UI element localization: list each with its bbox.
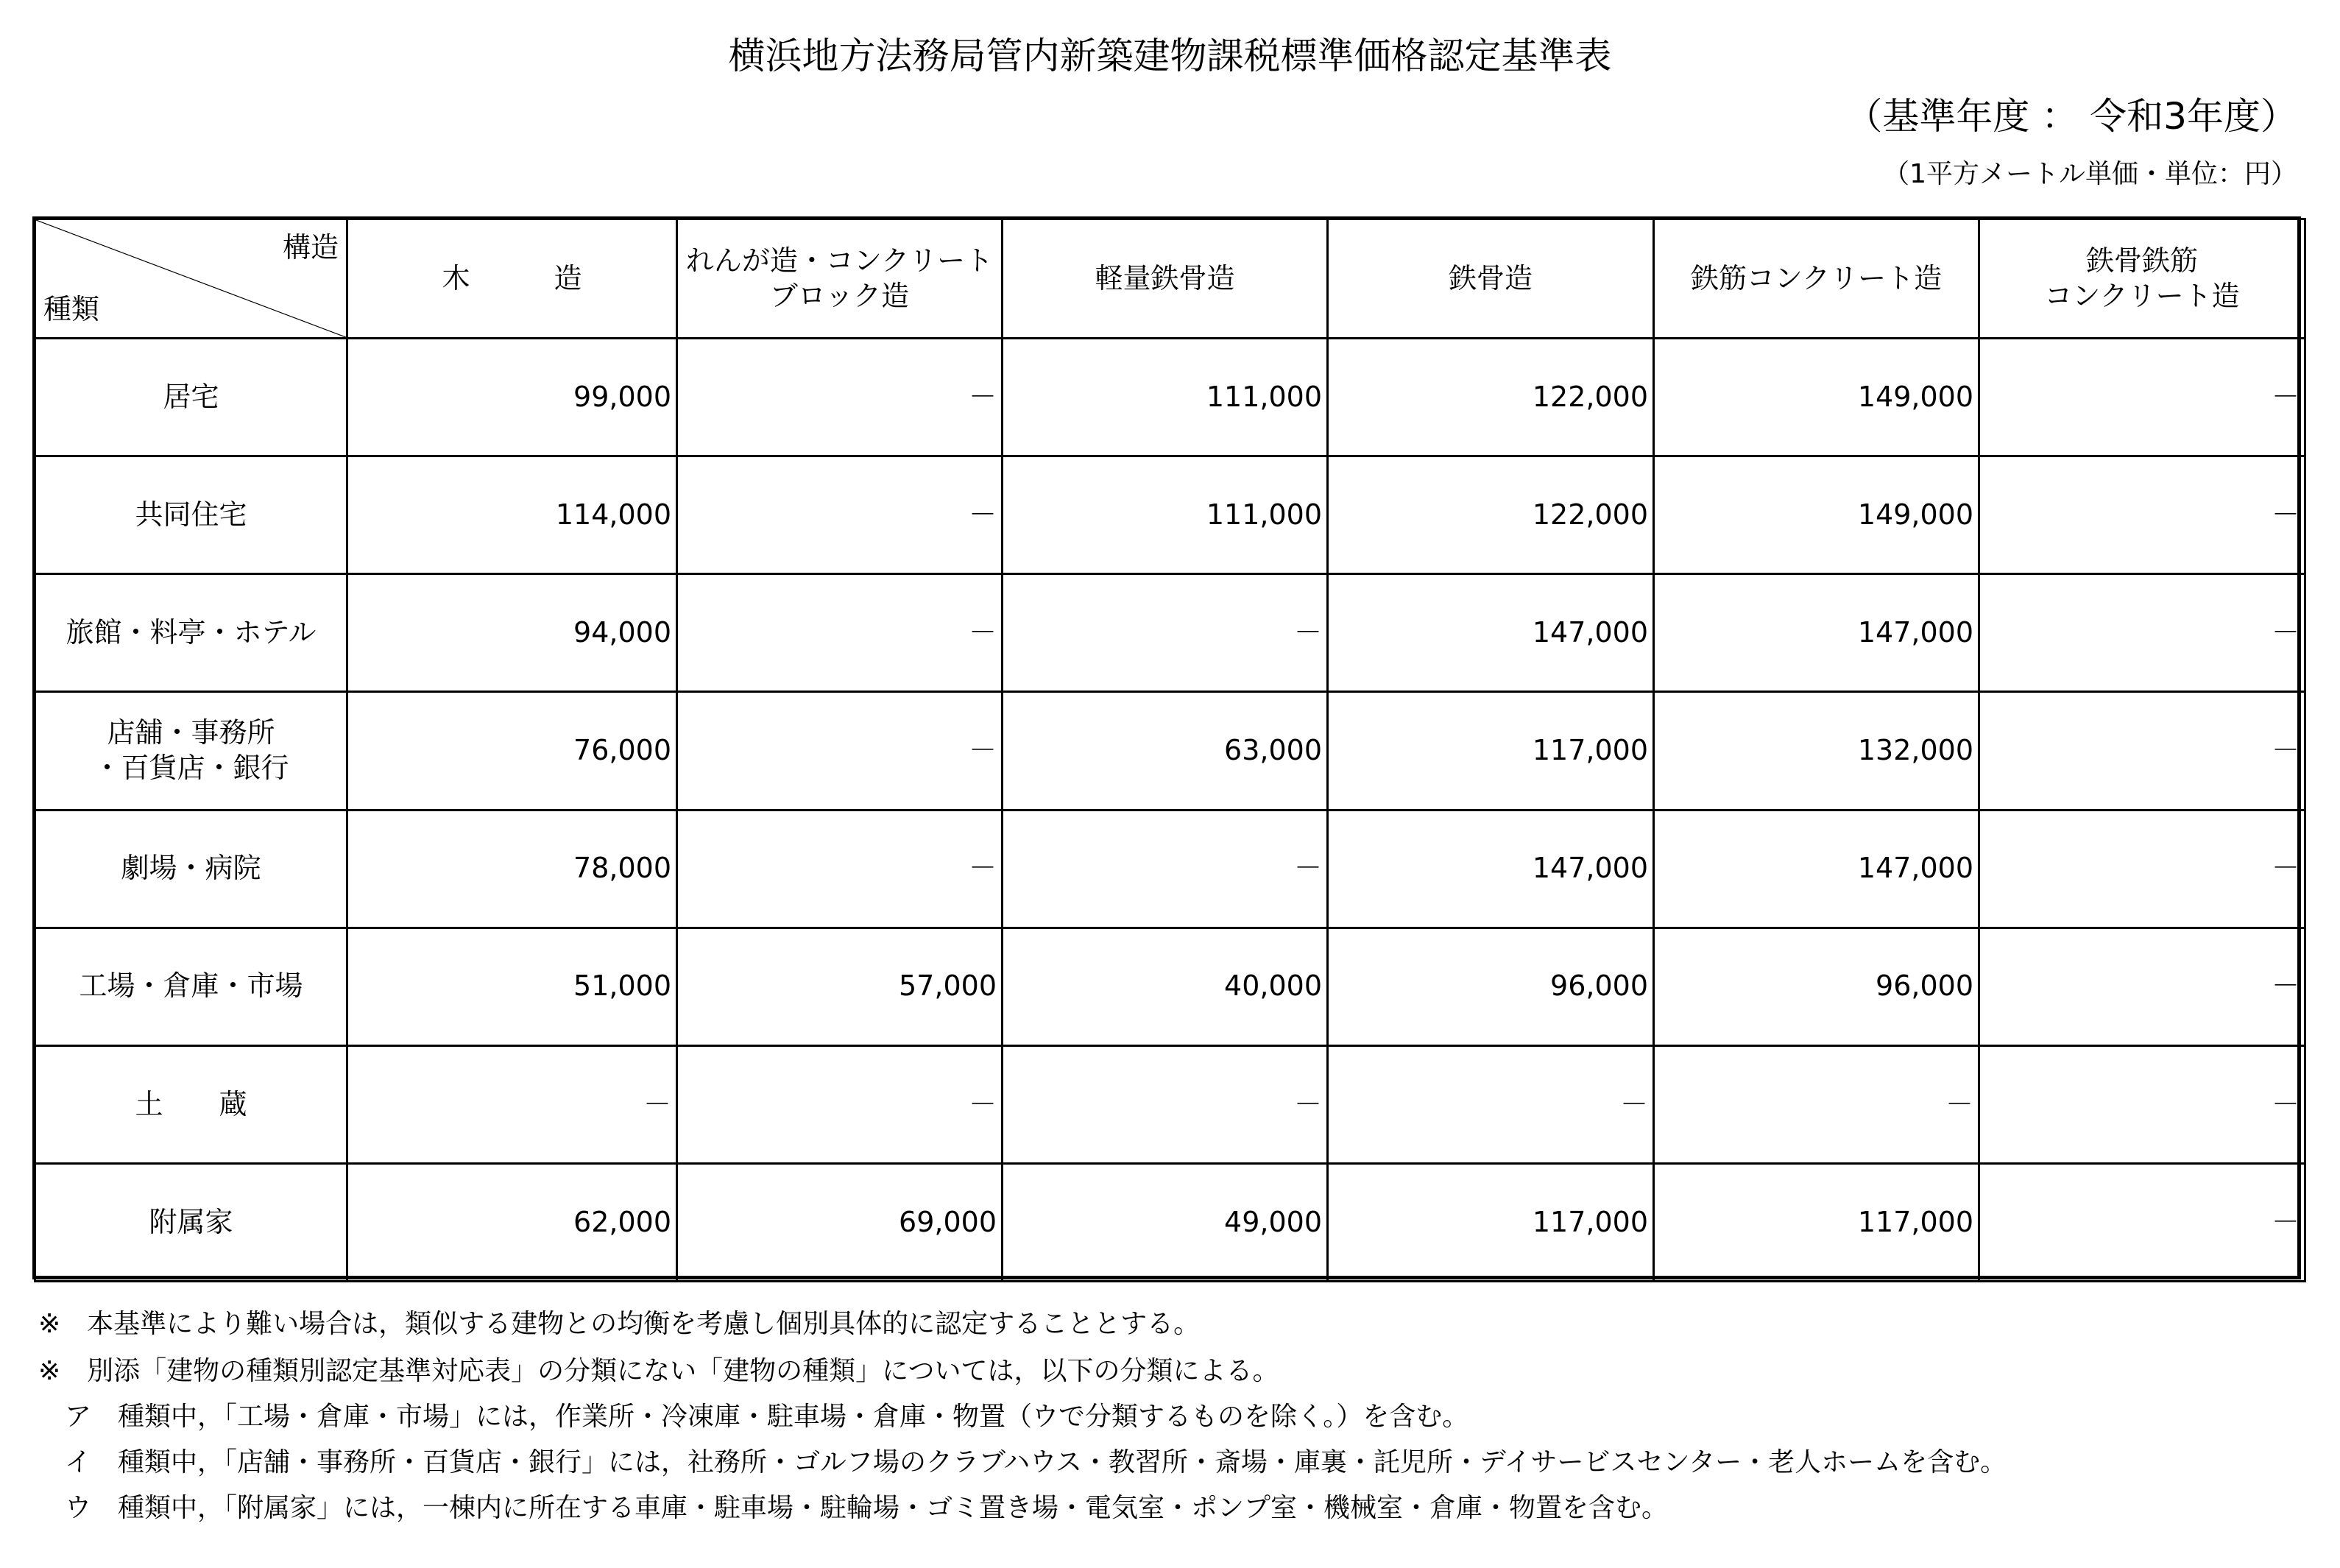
- table-cell: 99,000: [347, 339, 677, 456]
- table-cell: 51,000: [347, 928, 677, 1045]
- row-label-line: 共同住宅: [135, 498, 247, 532]
- row-label-line: 旅館・料亭・ホテル: [66, 616, 317, 649]
- table-cell: 94,000: [347, 574, 677, 692]
- table-cell: 57,000: [677, 928, 1003, 1045]
- table-row: [35, 810, 2305, 928]
- table-cell: 78,000: [347, 810, 677, 928]
- row-label: [35, 339, 347, 456]
- table-cell: －: [347, 1045, 677, 1163]
- col-header-brick: [677, 219, 1003, 339]
- price-table: [34, 218, 2306, 1282]
- table-cell: －: [677, 810, 1003, 928]
- col-header-wood: [347, 219, 677, 339]
- table-cell: 69,000: [677, 1163, 1003, 1281]
- table-cell: 117,000: [1654, 1163, 1979, 1281]
- table-cell: －: [1003, 810, 1328, 928]
- table-cell: －: [1979, 574, 2305, 692]
- table-cell: －: [677, 1045, 1003, 1163]
- row-label: [35, 574, 347, 692]
- table-cell: －: [1003, 1045, 1328, 1163]
- table-cell: －: [1328, 1045, 1654, 1163]
- header-row: [35, 219, 2305, 339]
- table-cell: －: [677, 339, 1003, 456]
- table-cell: 76,000: [347, 692, 677, 810]
- table-cell: 149,000: [1654, 456, 1979, 574]
- table-cell: －: [677, 692, 1003, 810]
- col-header-light-steel: [1003, 219, 1328, 339]
- table-cell: 149,000: [1654, 339, 1979, 456]
- col-header-line: ブロック造: [769, 279, 910, 312]
- col-header-line: コンクリート造: [2044, 279, 2240, 312]
- table-cell: －: [677, 456, 1003, 574]
- table-cell: 122,000: [1328, 456, 1654, 574]
- row-label-line: 土 蔵: [135, 1087, 247, 1120]
- col-header-line: 軽量鉄骨造: [1095, 261, 1235, 294]
- corner-structure-label: 構造: [282, 231, 339, 264]
- note-line: ア 種類中，「工場・倉庫・市場」には，作業所・冷凍庫・駐車場・倉庫・物置（ウで分類するものを除く。）を含む。: [38, 1402, 1469, 1432]
- col-header-line: 鉄筋コンクリート造: [1690, 261, 1943, 294]
- col-header-src: [1979, 219, 2305, 339]
- col-header-line: 鉄骨造: [1448, 261, 1533, 294]
- row-label-line: 居宅: [163, 380, 219, 413]
- table-cell: 147,000: [1654, 574, 1979, 692]
- col-header-line: れんが造・コンクリート: [685, 244, 994, 278]
- col-header-line: 鉄骨鉄筋: [2085, 244, 2198, 278]
- note-line: ※ 本基準により難い場合は，類似する建物との均衡を考慮し個別具体的に認定することとする。: [38, 1309, 1201, 1339]
- table-cell: －: [1979, 810, 2305, 928]
- table-cell: －: [1654, 1045, 1979, 1163]
- table-cell: 111,000: [1003, 456, 1328, 574]
- table-cell: 62,000: [347, 1163, 677, 1281]
- table-row: [35, 339, 2305, 456]
- corner-type-label: 種類: [43, 292, 100, 325]
- row-label-line: 店舗・事務所: [107, 716, 275, 749]
- row-label: [35, 1163, 347, 1281]
- table-cell: 49,000: [1003, 1163, 1328, 1281]
- table-row: [35, 1163, 2305, 1281]
- table-row: [35, 928, 2305, 1045]
- table-row: [35, 1045, 2305, 1163]
- table-cell: 147,000: [1654, 810, 1979, 928]
- row-label: [35, 810, 347, 928]
- table-row: [35, 574, 2305, 692]
- table-cell: 147,000: [1328, 810, 1654, 928]
- table-cell: 63,000: [1003, 692, 1328, 810]
- row-label: [35, 928, 347, 1045]
- corner-cell: [35, 219, 347, 339]
- table-cell: －: [1979, 928, 2305, 1045]
- table-row: [35, 456, 2305, 574]
- document-title: 横浜地方法務局管内新築建物課税標準価格認定基準表: [728, 35, 1612, 77]
- note-line: イ 種類中，「店舗・事務所・百貨店・銀行」には，社務所・ゴルフ場のクラブハウス・教習所・斎場・庫裏・託児所・デイサービスセンター・老人ホームを含む。: [38, 1447, 2007, 1477]
- table-cell: 111,000: [1003, 339, 1328, 456]
- row-label-line: 工場・倉庫・市場: [79, 970, 303, 1003]
- row-label: [35, 692, 347, 810]
- table-cell: －: [1979, 456, 2305, 574]
- note-line: ※ 別添「建物の種類別認定基準対応表」の分類にない「建物の種類」については，以下の分類による。: [38, 1356, 1279, 1386]
- unit-note: （1平方メートル単価・単位：円）: [1883, 159, 2297, 189]
- row-label: [35, 456, 347, 574]
- col-header-line: 木 造: [442, 261, 582, 294]
- row-label-line: 劇場・病院: [121, 852, 261, 885]
- table-cell: 147,000: [1328, 574, 1654, 692]
- table-cell: －: [1979, 1045, 2305, 1163]
- table-cell: 114,000: [347, 456, 677, 574]
- table-cell: －: [1979, 339, 2305, 456]
- col-header-rc: [1654, 219, 1979, 339]
- table-cell: －: [1003, 574, 1328, 692]
- row-label: [35, 1045, 347, 1163]
- note-line: ウ 種類中，「附属家」には，一棟内に所在する車庫・駐車場・駐輪場・ゴミ置き場・電気室・ポンプ室・機械室・倉庫・物置を含む。: [38, 1493, 1669, 1523]
- row-label-line: ・百貨店・銀行: [93, 751, 289, 784]
- table-cell: 117,000: [1328, 1163, 1654, 1281]
- table-cell: －: [1979, 1163, 2305, 1281]
- table-cell: －: [1979, 692, 2305, 810]
- table-cell: －: [677, 574, 1003, 692]
- col-header-steel: [1328, 219, 1654, 339]
- table-cell: 96,000: [1328, 928, 1654, 1045]
- table-cell: 122,000: [1328, 339, 1654, 456]
- table-row: [35, 692, 2305, 810]
- table-cell: 40,000: [1003, 928, 1328, 1045]
- table-cell: 132,000: [1654, 692, 1979, 810]
- row-label-line: 附属家: [149, 1205, 233, 1238]
- table-cell: 117,000: [1328, 692, 1654, 810]
- base-year: （基準年度 ： 令和3年度）: [1845, 95, 2297, 138]
- table-cell: 96,000: [1654, 928, 1979, 1045]
